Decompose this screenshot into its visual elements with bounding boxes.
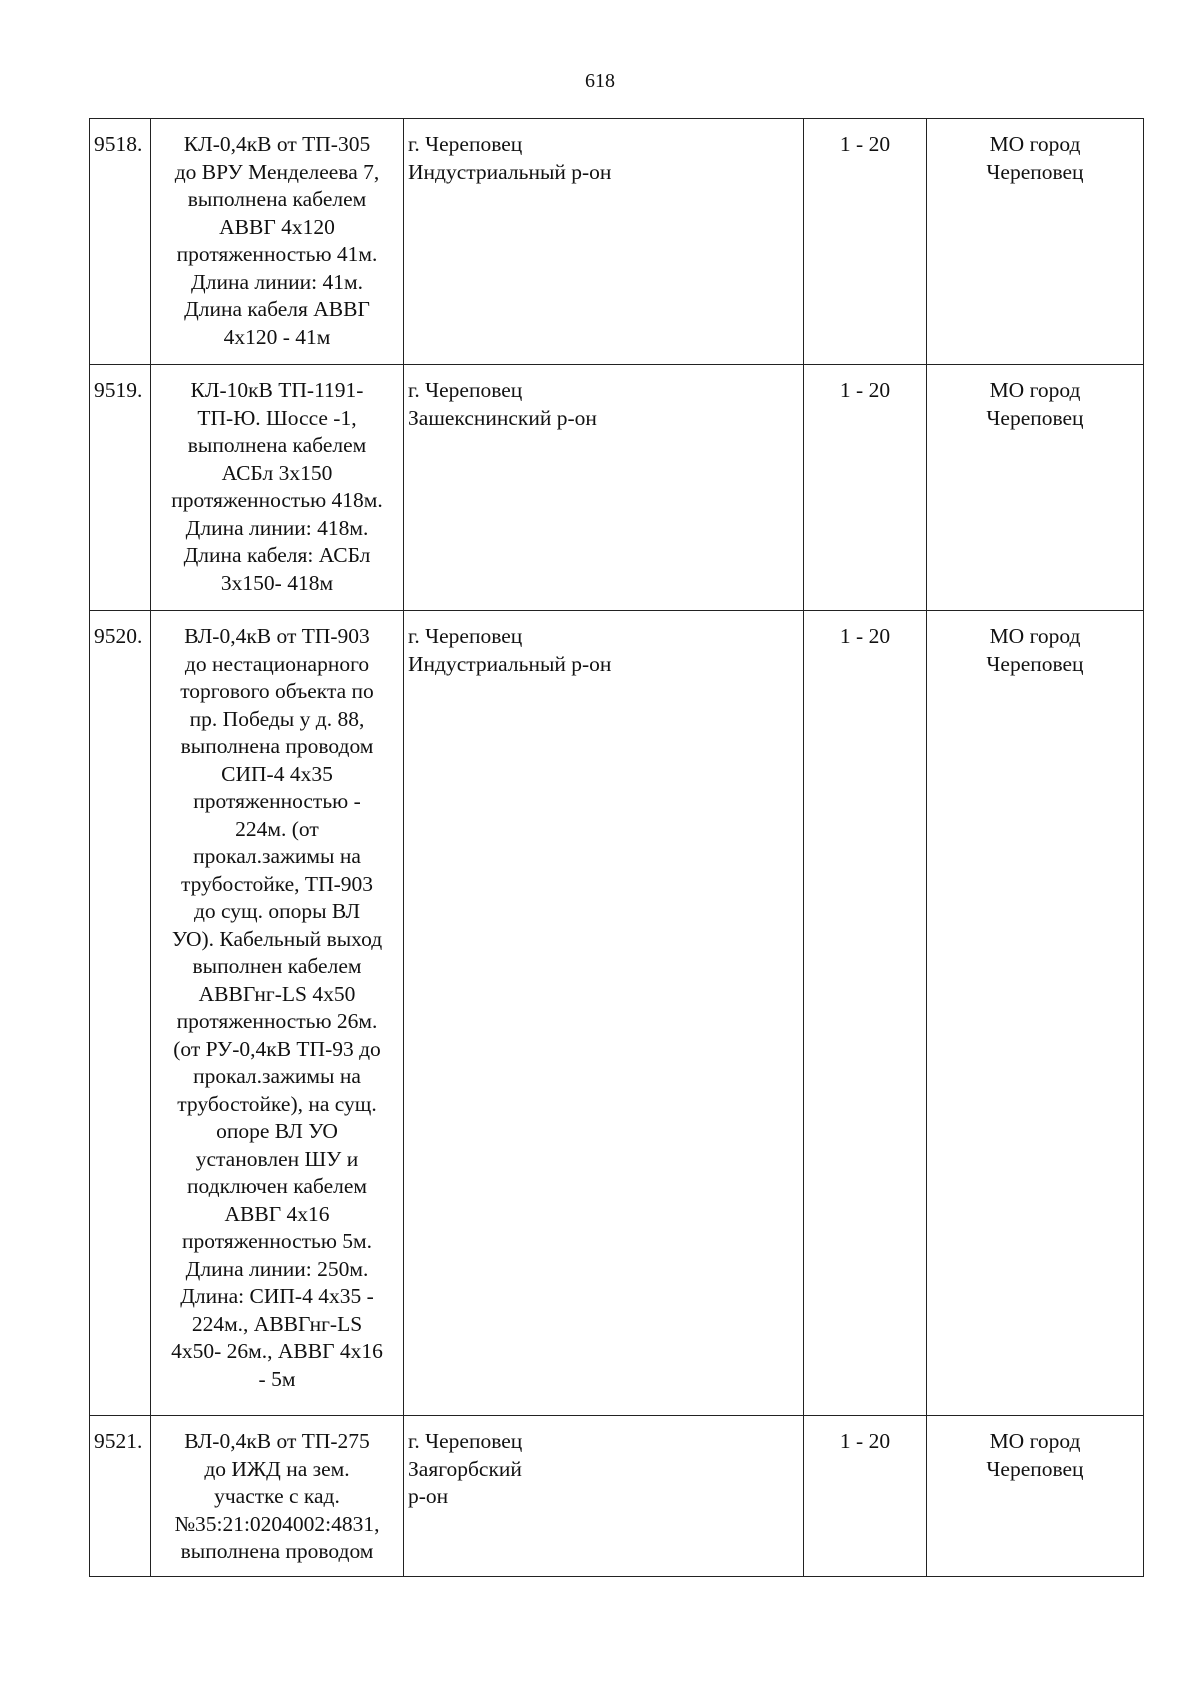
cell-text-line: Длина линии: 41м.	[191, 269, 363, 294]
cell-text-line: г. Череповец	[408, 132, 523, 156]
cell-text-line: АВВГ 4х16	[224, 1201, 330, 1226]
cell-text-line: АВВГнг-LS 4х50	[198, 981, 356, 1006]
cell-text-line: Заягорбский	[408, 1456, 522, 1481]
cell-text-line: подключен кабелем	[187, 1174, 367, 1198]
object-description	[151, 119, 404, 365]
cell-text-line: выполнен кабелем	[192, 954, 362, 978]
cell-text-line: р-он	[408, 1484, 449, 1508]
cell-text-line: трубостойке, ТП-903	[181, 871, 373, 896]
object-owner	[927, 119, 1144, 365]
cell-text-line: участке с кад.	[214, 1484, 340, 1508]
cell-text-line: до нестационарного	[184, 651, 370, 676]
row-number: 9519.	[90, 365, 151, 611]
cell-text-line: МО город	[989, 132, 1081, 156]
cell-text-line: КЛ-10кВ ТП-1191-	[190, 378, 364, 402]
row-number: 9520.	[90, 611, 151, 1416]
page-number: 618	[585, 70, 615, 92]
object-class: 1 - 20	[804, 365, 927, 611]
cell-text-line: (от РУ-0,4кВ ТП-93 до	[173, 1036, 381, 1061]
cell-text-line: г. Череповец	[408, 624, 523, 648]
cell-text-line: 4х120 - 41м	[223, 324, 331, 349]
object-location	[404, 611, 804, 1416]
cell-text-line: г. Череповец	[408, 378, 523, 402]
cell-text-line: 224м. (от	[235, 816, 319, 841]
object-owner	[927, 1416, 1144, 1577]
cell-text-line: выполнена кабелем	[187, 187, 367, 211]
cell-text-line: ВЛ-0,4кВ от ТП-903	[184, 624, 370, 648]
cell-text-line: прокал.зажимы на	[193, 844, 361, 868]
object-owner	[927, 611, 1144, 1416]
cell-text-line: Индустриальный р-он	[408, 651, 612, 676]
object-description	[151, 365, 404, 611]
cell-text-line: 224м., АВВГнг-LS	[191, 1311, 363, 1336]
cell-text-line: Длина кабеля: АСБл	[183, 543, 371, 567]
registry-table	[89, 118, 1144, 1577]
cell-text-line: опоре ВЛ УО	[216, 1119, 338, 1143]
object-location	[404, 1416, 804, 1577]
table-row	[90, 611, 1144, 1416]
cell-text-line: МО город	[989, 624, 1081, 648]
object-location	[404, 365, 804, 611]
object-owner	[927, 365, 1144, 611]
cell-text-line: протяженностью 26м.	[176, 1009, 378, 1033]
cell-text-line: г. Череповец	[408, 1429, 523, 1453]
cell-text-line: ТП-Ю. Шоссе -1,	[197, 405, 357, 430]
cell-text-line: Череповец	[986, 159, 1084, 184]
cell-text-line: Череповец	[986, 651, 1084, 676]
cell-text-line: Длина линии: 250м.	[185, 1256, 369, 1281]
cell-text-line: 3х150- 418м	[220, 570, 334, 595]
row-number: 9518.	[90, 119, 151, 365]
cell-text-line: протяженностью 418м.	[171, 488, 383, 512]
cell-text-line: ВЛ-0,4кВ от ТП-275	[184, 1429, 370, 1453]
cell-text-line: протяженностью 5м.	[181, 1229, 373, 1253]
cell-text-line: АВВГ 4х120	[219, 214, 335, 239]
table-row	[90, 365, 1144, 611]
table-row	[90, 119, 1144, 365]
cell-text-line: пр. Победы у д. 88,	[189, 706, 365, 731]
cell-text-line: АСБл 3х150	[221, 460, 333, 485]
cell-text-line: торгового объекта по	[180, 679, 374, 703]
cell-text-line: до сущ. опоры ВЛ	[193, 899, 361, 923]
cell-text-line: УО). Кабельный выход	[171, 926, 383, 951]
cell-text-line: КЛ-0,4кВ от ТП-305	[183, 132, 371, 156]
cell-text-line: МО город	[989, 1429, 1081, 1453]
cell-text-line: Индустриальный р-он	[408, 159, 612, 184]
cell-text-line: протяженностью 41м.	[176, 242, 378, 266]
cell-text-line: СИП-4 4х35	[221, 761, 333, 786]
cell-text-line: выполнена кабелем	[187, 433, 367, 457]
object-description	[151, 1416, 404, 1577]
cell-text-line: 4х50- 26м., АВВГ 4х16	[171, 1339, 383, 1363]
cell-text-line: установлен ШУ и	[195, 1146, 359, 1171]
cell-text-line: Череповец	[986, 405, 1084, 430]
cell-text-line: Длина линии: 418м.	[185, 515, 369, 540]
row-number: 9521.	[90, 1416, 151, 1577]
cell-text-line: Череповец	[986, 1456, 1084, 1481]
table-row	[90, 1416, 1144, 1577]
object-description	[151, 611, 404, 1416]
cell-text-line: до ИЖД на зем.	[204, 1456, 350, 1481]
object-class: 1 - 20	[804, 119, 927, 365]
cell-text-line: Длина кабеля АВВГ	[184, 297, 370, 321]
cell-text-line: трубостойке), на сущ.	[177, 1091, 377, 1116]
cell-text-line: выполнена проводом	[180, 1539, 374, 1563]
cell-text-line: МО город	[989, 378, 1081, 402]
object-class: 1 - 20	[804, 611, 927, 1416]
cell-text-line: Зашекснинский р-он	[408, 405, 597, 430]
cell-text-line: - 5м	[258, 1366, 296, 1391]
cell-text-line: прокал.зажимы на	[193, 1064, 361, 1088]
cell-text-line: протяженностью -	[193, 789, 361, 813]
cell-text-line: Длина: СИП-4 4х35 -	[180, 1284, 374, 1308]
cell-text-line: до ВРУ Менделеева 7,	[174, 159, 380, 184]
cell-text-line: №35:21:0204002:4831,	[174, 1511, 380, 1536]
object-location	[404, 119, 804, 365]
object-class: 1 - 20	[804, 1416, 927, 1577]
cell-text-line: выполнена проводом	[180, 734, 374, 758]
